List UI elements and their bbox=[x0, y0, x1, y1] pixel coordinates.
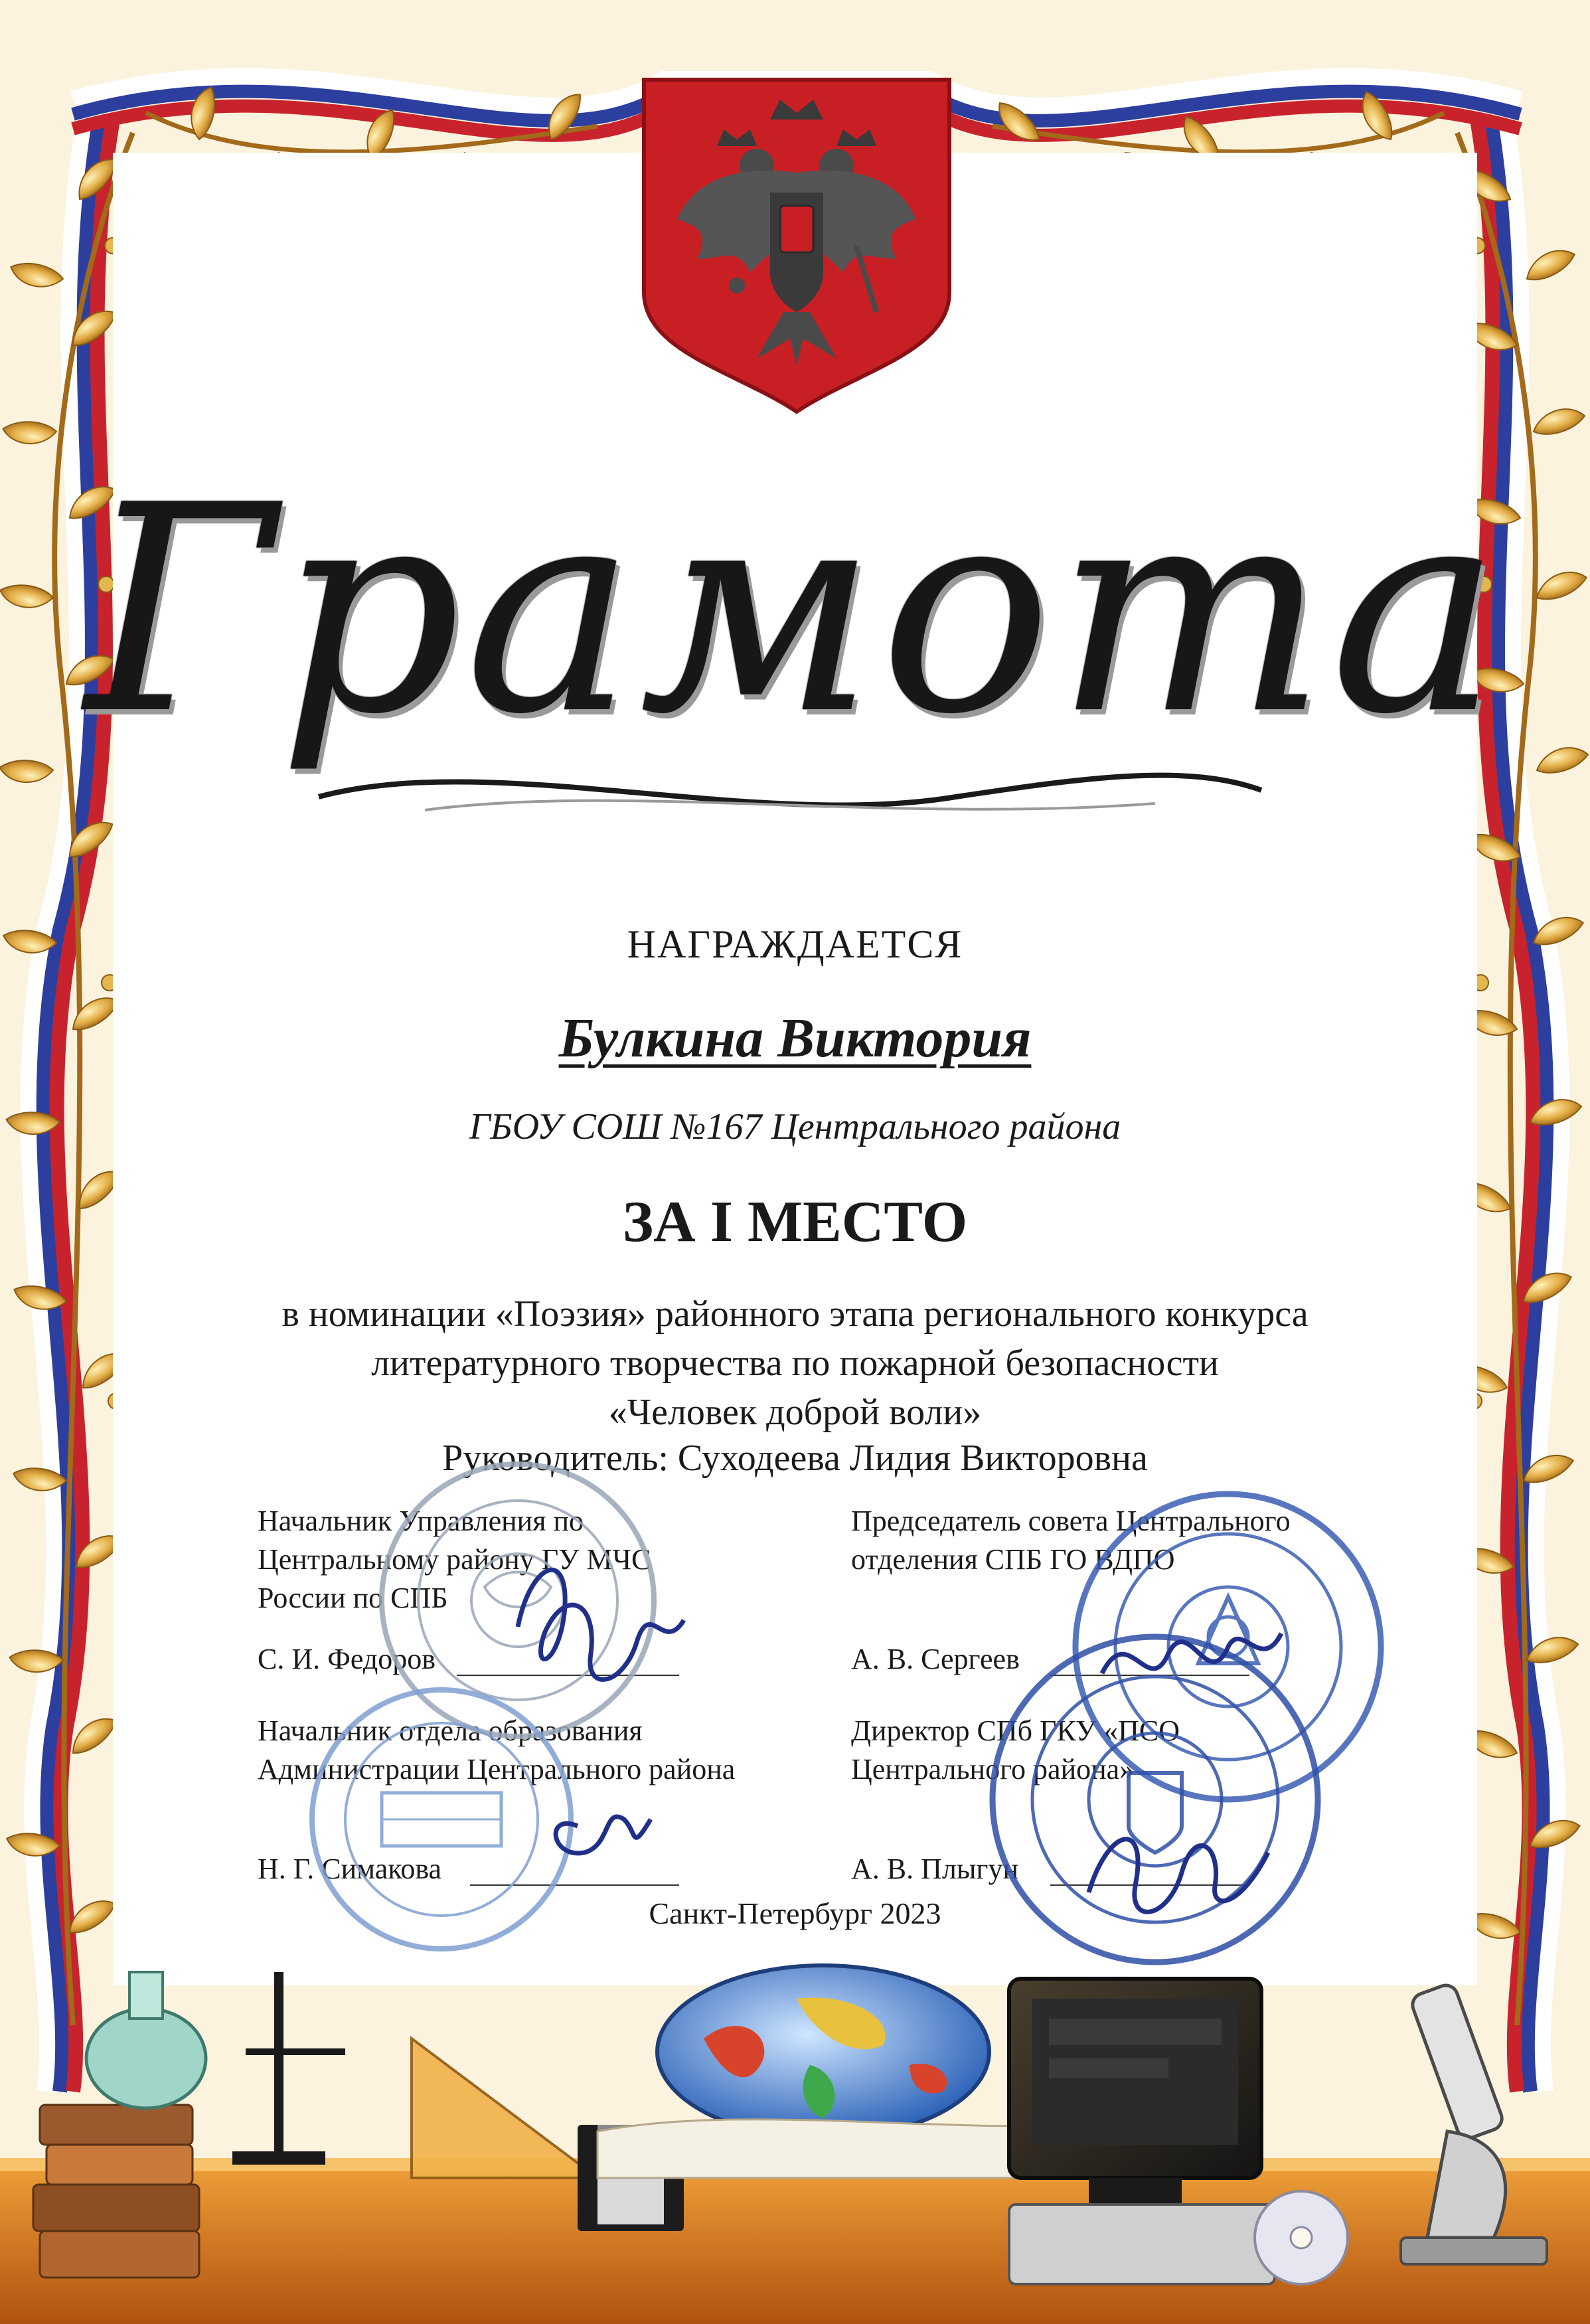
certificate-title: Грамота bbox=[85, 445, 1505, 777]
globe-map-icon bbox=[657, 1965, 989, 2138]
leader-line: Руководитель: Суходеева Лидия Викторовна bbox=[442, 1438, 1148, 1479]
compact-disc-icon bbox=[1255, 2191, 1348, 2284]
role-line: России по СПБ bbox=[258, 1582, 448, 1614]
city-year: Санкт-Петербург 2023 bbox=[649, 1896, 941, 1930]
role-line: Администрации Центрального района bbox=[258, 1753, 736, 1785]
school-supplies-illustration bbox=[0, 1959, 1590, 2324]
signature-plygun bbox=[1069, 1786, 1281, 1939]
signer-name: С. И. Федоров bbox=[258, 1643, 436, 1675]
award-place: ЗА I МЕСТО bbox=[622, 1190, 968, 1254]
recipient-school: ГБОУ СОШ №167 Центрального района bbox=[469, 1106, 1121, 1147]
signature-sergeev bbox=[1089, 1594, 1288, 1726]
role-line: Начальник Управления по bbox=[258, 1505, 584, 1537]
signer-name: Н. Г. Симакова bbox=[258, 1853, 442, 1885]
signer-name: А. В. Плыгун bbox=[851, 1853, 1019, 1885]
role-line: Начальник отдела образования bbox=[258, 1714, 643, 1747]
role-line: Председатель совета Центрального bbox=[851, 1505, 1291, 1537]
computer-icon bbox=[1009, 1979, 1275, 2284]
title-flourish bbox=[292, 724, 1288, 837]
russian-coat-of-arms-icon bbox=[637, 73, 956, 418]
role-line: Директор СПб ГКУ «ПСО bbox=[851, 1714, 1180, 1747]
role-line: Центрального района» bbox=[851, 1753, 1135, 1785]
nomination-line: «Человек доброй воли» bbox=[608, 1392, 982, 1433]
signer-name: А. В. Сергеев bbox=[851, 1643, 1020, 1675]
signature-simakova bbox=[531, 1780, 664, 1879]
awarded-label: НАГРАЖДАЕТСЯ bbox=[627, 922, 963, 966]
signature-fedorov bbox=[491, 1521, 704, 1720]
role-line: отделения СПБ ГО ВДПО bbox=[851, 1543, 1175, 1576]
role-line: Центральному району ГУ МЧС bbox=[258, 1543, 651, 1576]
nomination-line: в номинации «Поэзия» районного этапа регионального конкурса bbox=[281, 1293, 1309, 1335]
recipient-name: Булкина Виктория bbox=[558, 1007, 1032, 1069]
nomination-line: литературного творчества по пожарной безопасности bbox=[371, 1343, 1219, 1384]
books-icon bbox=[33, 2105, 199, 2278]
